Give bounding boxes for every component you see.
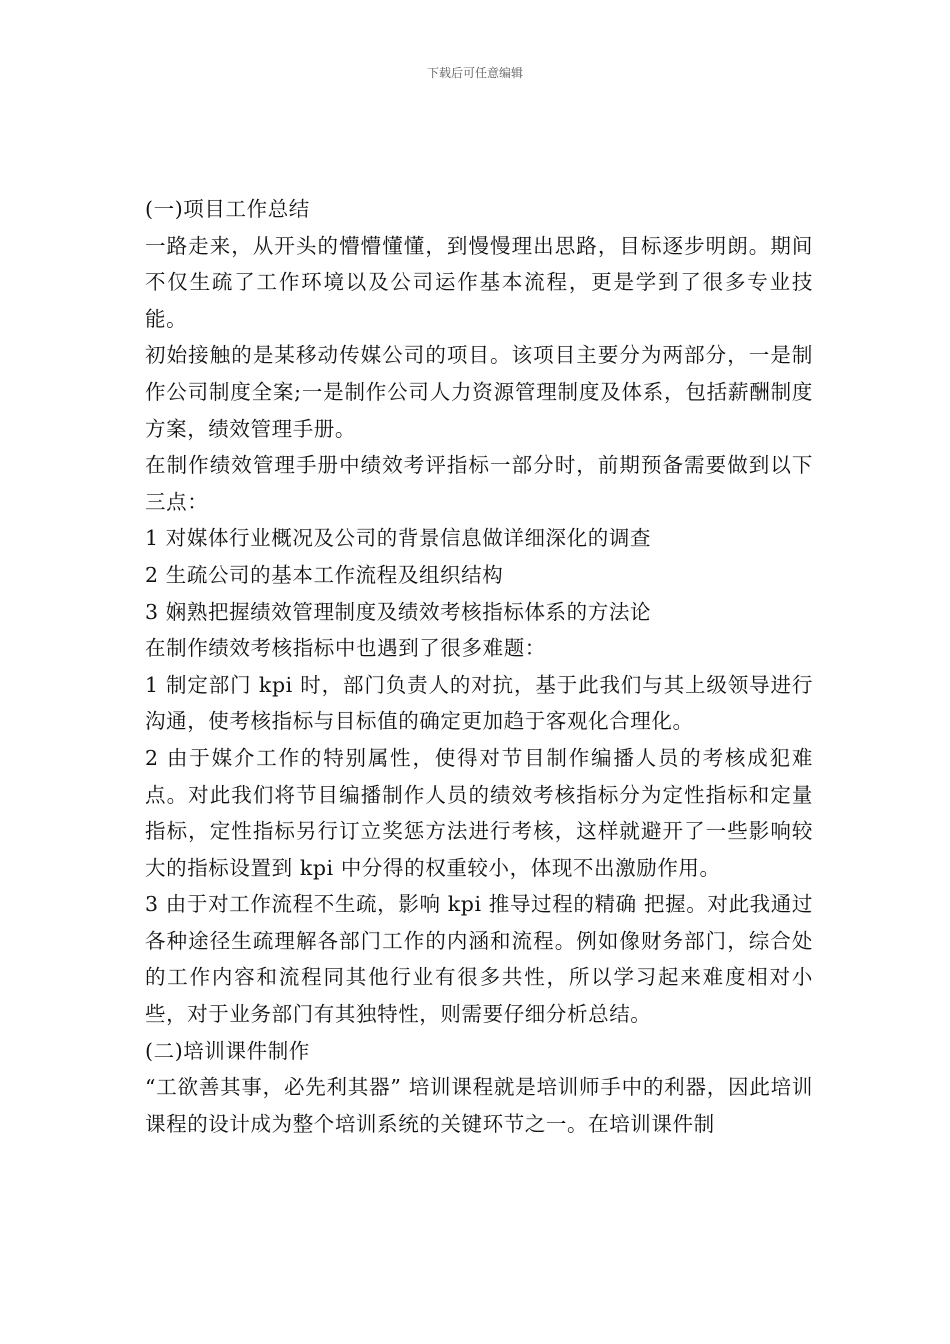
paragraph: 在制作绩效考核指标中也遇到了很多难题： xyxy=(145,636,546,661)
list-item: 2 由于媒介工作的特别属性，使得对节目制作编播人员的考核成犯难点。对此我们将节目编播制作人员的绩效考核指标分为定性指标和定量指标，定性指标另行订立奖惩方法进行考核，这样就避开了一些影响较大的指标设置到 kpi 中分得的权重较小，体现不出激励作用。 xyxy=(145,745,813,880)
document-body xyxy=(145,191,813,1142)
paragraph: 在制作绩效管理手册中绩效考评指标一部分时，前期预备需要做到以下三点： xyxy=(145,453,813,514)
section-heading-project-summary: (一)项目工作总结 xyxy=(145,197,310,221)
paragraph: 初始接触的是某移动传媒公司的项目。该项目主要分为两部分，一是制作公司制度全案;一是制作公司人力资源管理制度及体系，包括薪酬制度方案，绩效管理手册。 xyxy=(145,343,813,441)
list-item: 2 生疏公司的基本工作流程及组织结构 xyxy=(145,562,504,587)
list-item: 1 制定部门 kpi 时，部门负责人的对抗，基于此我们与其上级领导进行沟通，使考核指标与目标值的确定更加趋于客观化合理化。 xyxy=(145,672,813,734)
list-item: 3 娴熟把握绩效管理制度及绩效考核指标体系的方法论 xyxy=(145,599,652,624)
paragraph: 一路走来，从开头的懵懵懂懂，到慢慢理出思路，目标逐步明朗。期间不仅生疏了工作环境以及公司运作基本流程，更是学到了很多专业技能。 xyxy=(145,233,813,331)
paragraph: “工欲善其事，必先利其器” 培训课程就是培训师手中的利器，因此培训课程的设计成为整个培训系统的关键环节之一。在培训课件制 xyxy=(145,1075,813,1136)
page-header: 下载后可任意编辑 xyxy=(426,66,523,80)
section-heading-training-courseware: (二)培训课件制作 xyxy=(145,1038,310,1063)
list-item: 3 由于对工作流程不生疏，影响 kpi 推导过程的精确 把握。对此我通过各种途径生疏理解各部门工作的内涵和流程。例如像财务部门，综合处的工作内容和流程同其他行业有很多共性，所以学习起来难度相对小些，对于业务部门有其独特性，则需要仔细分析总结。 xyxy=(145,892,813,1027)
list-item: 1 对媒体行业概况及公司的背景信息做详细深化的调查 xyxy=(145,526,652,551)
